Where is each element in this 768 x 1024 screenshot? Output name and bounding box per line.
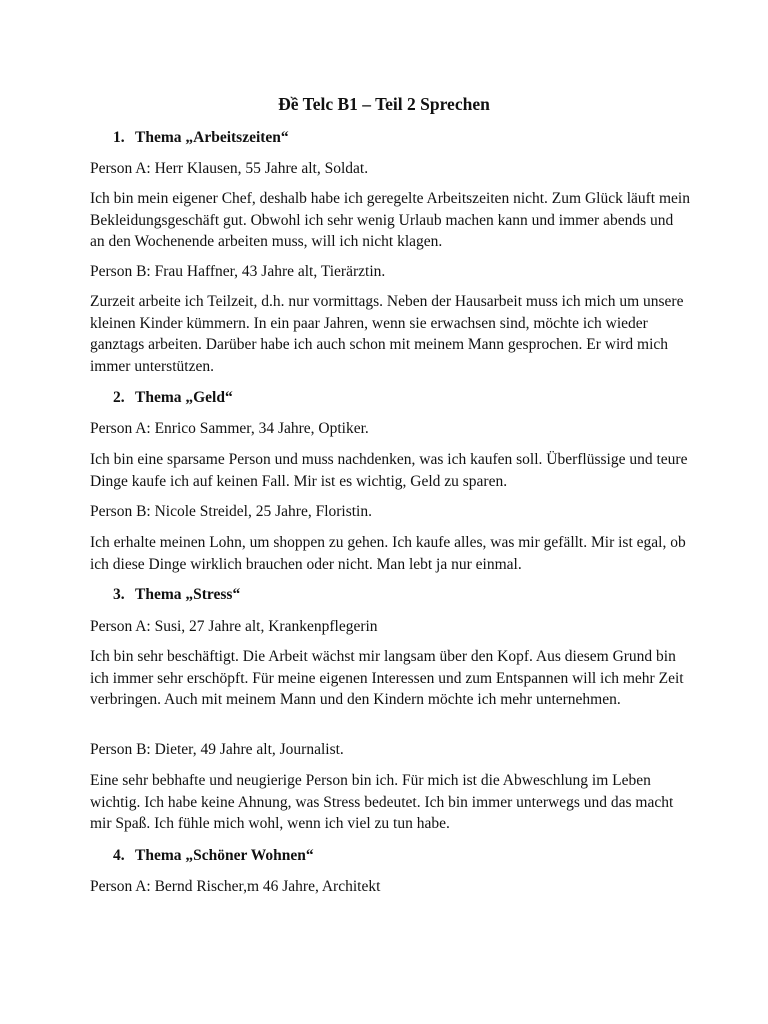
person-b-statement: Zurzeit arbeite ich Teilzeit, d.h. nur vormittags. Neben der Hausarbeit muss ich mich um unsere kleinen Kinder kümmern. In ein paar Jahren, wenn sie erwachsen sind, möchte ich wieder ganztags arbeiten. Darüber habe ich auch schon mit meinem Mann gesprochen. Er wird mich immer unterstützen. — [90, 293, 684, 375]
theme-heading-arbeitszeiten — [113, 128, 289, 148]
person-a-statement: Ich bin eine sparsame Person und muss nachdenken, was ich kaufen soll. Überflüssige und teure Dinge kaufe ich auf keinen Fall. Mir ist es wichtig, Geld zu sparen. — [90, 451, 688, 490]
theme-number: 4. — [113, 847, 125, 864]
theme-title: Thema „Geld“ — [135, 389, 233, 406]
theme-heading-schoener-wohnen — [113, 846, 314, 866]
theme-number: 1. — [113, 129, 125, 146]
person-a-label: Person A: Bernd Rischer,m 46 Jahre, Architekt — [90, 878, 381, 895]
person-a-label: Person A: Herr Klausen, 55 Jahre alt, Soldat. — [90, 160, 369, 177]
theme-heading-geld — [113, 388, 233, 408]
theme-title: Thema „Arbeitszeiten“ — [135, 129, 289, 146]
theme-number: 3. — [113, 586, 125, 603]
person-b-label: Person B: Nicole Streidel, 25 Jahre, Floristin. — [90, 503, 372, 520]
document-title: Đề Telc B1 – Teil 2 Sprechen — [278, 94, 490, 114]
person-b-label: Person B: Frau Haffner, 43 Jahre alt, Tierärztin. — [90, 263, 386, 280]
person-a-label: Person A: Susi, 27 Jahre alt, Krankenpflegerin — [90, 618, 378, 635]
person-a-statement: Ich bin mein eigener Chef, deshalb habe ich geregelte Arbeitszeiten nicht. Zum Glück läuft mein Bekleidungsgeschäft gut. Obwohl ich sehr wenig Urlaub machen kann und immer abends und an den Wochenende arbeiten muss, will ich nicht klagen. — [90, 190, 690, 250]
theme-heading-stress — [113, 585, 240, 605]
theme-number: 2. — [113, 389, 125, 406]
person-b-statement: Ich erhalte meinen Lohn, um shoppen zu gehen. Ich kaufe alles, was mir gefällt. Mir ist egal, ob ich diese Dinge wirklich brauchen oder nicht. Man lebt ja nur einmal. — [90, 534, 686, 573]
theme-title: Thema „Stress“ — [135, 586, 241, 603]
theme-title: Thema „Schöner Wohnen“ — [135, 847, 314, 864]
person-b-statement: Eine sehr bebhafte und neugierige Person bin ich. Für mich ist die Abweschlung im Leben wichtig. Ich habe keine Ahnung, was Stress bedeutet. Ich bin immer unterwegs und das macht mir Spaß. Ich fühle mich wohl, wenn ich viel zu tun habe. — [90, 772, 674, 832]
person-a-statement: Ich bin sehr beschäftigt. Die Arbeit wächst mir langsam über den Kopf. Aus diesem Grund bin ich immer sehr erschöpft. Für meine eigenen Interessen und zum Entspannen will ich mehr Zeit verbringen. Auch mit meinem Mann und den Kindern möchte ich mehr unternehmen. — [90, 648, 684, 708]
person-b-label: Person B: Dieter, 49 Jahre alt, Journalist. — [90, 741, 344, 758]
person-a-label: Person A: Enrico Sammer, 34 Jahre, Optiker. — [90, 420, 369, 437]
